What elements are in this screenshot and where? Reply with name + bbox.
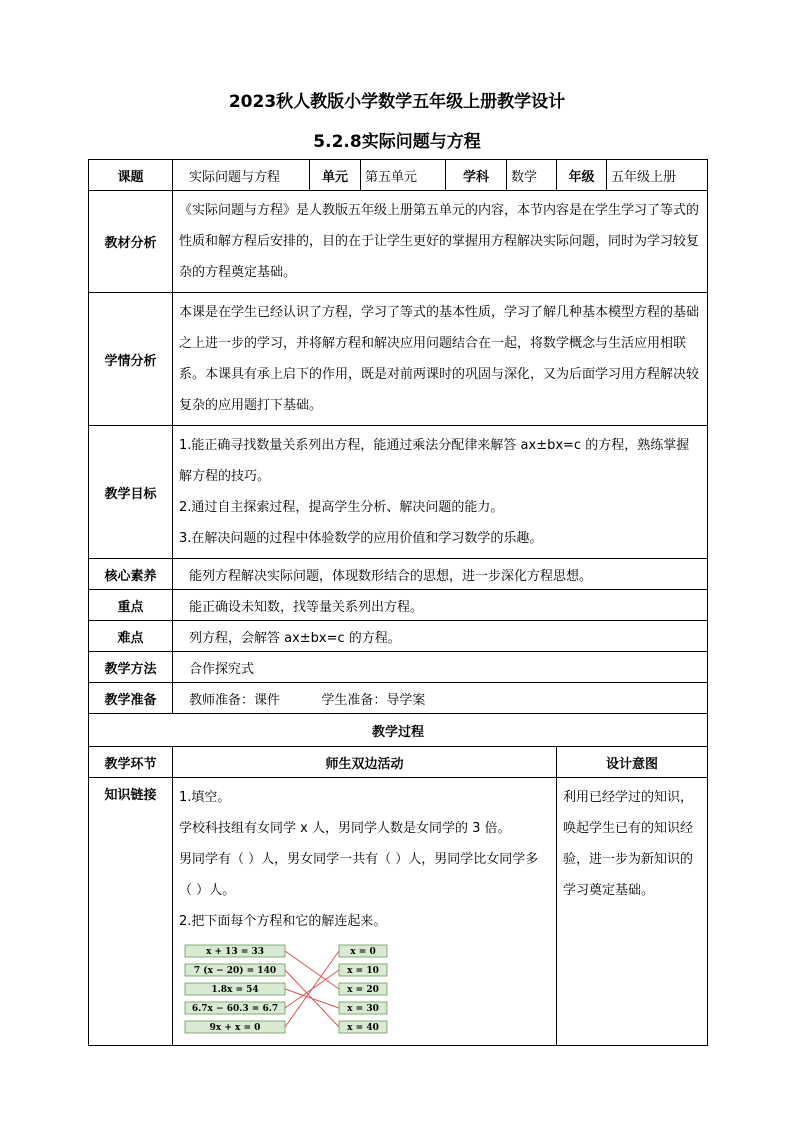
goals-label: 教学目标 <box>89 426 173 559</box>
solution-label: x = 10 <box>347 966 379 976</box>
grade-value: 五年级上册 <box>607 160 708 191</box>
design-intent-text: 利用已经学过的知识，唤起学生已有的知识经验，进一步为新知识的学习奠定基础。 <box>557 778 708 1046</box>
core-row <box>89 559 708 590</box>
topic-label: 课题 <box>89 160 173 191</box>
difficulty-row <box>89 621 708 652</box>
student-text: 本课是在学生已经认识了方程，学习了等式的基本性质，学习了解几种基本模型方程的基础之上进一步的学习，并将解方程和解决应用问题结合在一起，将数学概念与生活应用相联系。本课具有承上启下的作用，既是对前两课时的巩固与深化，又为后面学习用方程解决较复杂的应用题打下基础。 <box>173 293 708 426</box>
student-label: 学情分析 <box>89 293 173 426</box>
question-2-title: 2.把下面每个方程和它的解连起来。 <box>179 914 387 929</box>
method-label: 教学方法 <box>89 652 173 683</box>
solution-label: x = 20 <box>347 985 379 995</box>
activity-cell <box>173 778 557 1046</box>
knowledge-link-row <box>89 778 708 1046</box>
process-title: 教学过程 <box>89 714 708 747</box>
process-title-row <box>89 714 708 747</box>
document-title: 2023秋人教版小学数学五年级上册教学设计 <box>228 92 566 112</box>
equation-label: x + 13 = 33 <box>205 947 265 957</box>
key-text: 能正确设未知数，找等量关系列出方程。 <box>173 590 708 621</box>
goals-row <box>89 426 708 559</box>
match-line <box>285 951 339 989</box>
knowledge-link-label: 知识链接 <box>89 778 173 1046</box>
solution-label: x = 0 <box>350 947 376 957</box>
textbook-text: 《实际问题与方程》是人教版五年级上册第五单元的内容，本节内容是在学生学习了等式的性质和解方程后安排的，目的在于让学生更好的掌握用方程解决实际问题，同时为学习较复杂的方程奠定基础。 <box>173 191 708 293</box>
lesson-plan-table <box>88 159 708 1046</box>
subject-label: 学科 <box>446 160 507 191</box>
goal-1: 1.能正确寻找数量关系列出方程，能通过乘法分配律来解答 ax±bx=c 的方程，熟练掌握解方程的技巧。 <box>179 438 690 484</box>
core-label: 核心素养 <box>89 559 173 590</box>
equation-label: 7 (x − 20) = 140 <box>193 966 277 976</box>
lesson-title: 5.2.8实际问题与方程 <box>313 132 481 152</box>
difficulty-text: 列方程，会解答 ax±bx=c 的方程。 <box>173 621 708 652</box>
equation-label: 6.7x − 60.3 = 6.7 <box>191 1004 279 1014</box>
unit-label: 单元 <box>310 160 361 191</box>
match-line <box>285 951 339 1027</box>
solution-label: x = 30 <box>347 1004 379 1014</box>
subject-value: 数学 <box>507 160 557 191</box>
topic-value: 实际问题与方程 <box>173 160 310 191</box>
difficulty-label: 难点 <box>89 621 173 652</box>
core-text: 能列方程解决实际问题，体现数形结合的思想，进一步深化方程思想。 <box>173 559 708 590</box>
method-row <box>89 652 708 683</box>
equation-label: 9x + x = 0 <box>209 1023 261 1033</box>
question-1-text: 学校科技组有女同学 x 人，男同学人数是女同学的 3 倍。 <box>179 821 511 836</box>
question-1-blanks: 男同学有（ ）人，男女同学一共有（ ）人，男同学比女同学多（ ）人。 <box>179 852 539 898</box>
student-row <box>89 293 708 426</box>
match-line <box>285 989 339 1008</box>
stage-column-header: 教学环节 <box>89 747 173 778</box>
unit-value: 第五单元 <box>361 160 446 191</box>
textbook-label: 教材分析 <box>89 191 173 293</box>
goals-cell <box>173 426 708 559</box>
method-text: 合作探究式 <box>173 652 708 683</box>
goal-3: 3.在解决问题的过程中体验数学的应用价值和学习数学的乐趣。 <box>179 531 543 546</box>
equation-label: 1.8x = 54 <box>211 985 259 995</box>
preparation-row <box>89 683 708 714</box>
textbook-row <box>89 191 708 293</box>
grade-label: 年级 <box>557 160 607 191</box>
question-1-title: 1.填空。 <box>179 790 231 805</box>
intent-column-header: 设计意图 <box>557 747 708 778</box>
header-row <box>89 160 708 191</box>
goal-2: 2.通过自主探索过程，提高学生分析、解决问题的能力。 <box>179 500 504 515</box>
preparation-label: 教学准备 <box>89 683 173 714</box>
preparation-text: 教师准备：课件 学生准备：导学案 <box>173 683 708 714</box>
process-header-row <box>89 747 708 778</box>
activity-column-header: 师生双边活动 <box>173 747 557 778</box>
matching-exercise <box>179 941 399 1041</box>
solution-label: x = 40 <box>347 1023 379 1033</box>
key-row <box>89 590 708 621</box>
key-label: 重点 <box>89 590 173 621</box>
